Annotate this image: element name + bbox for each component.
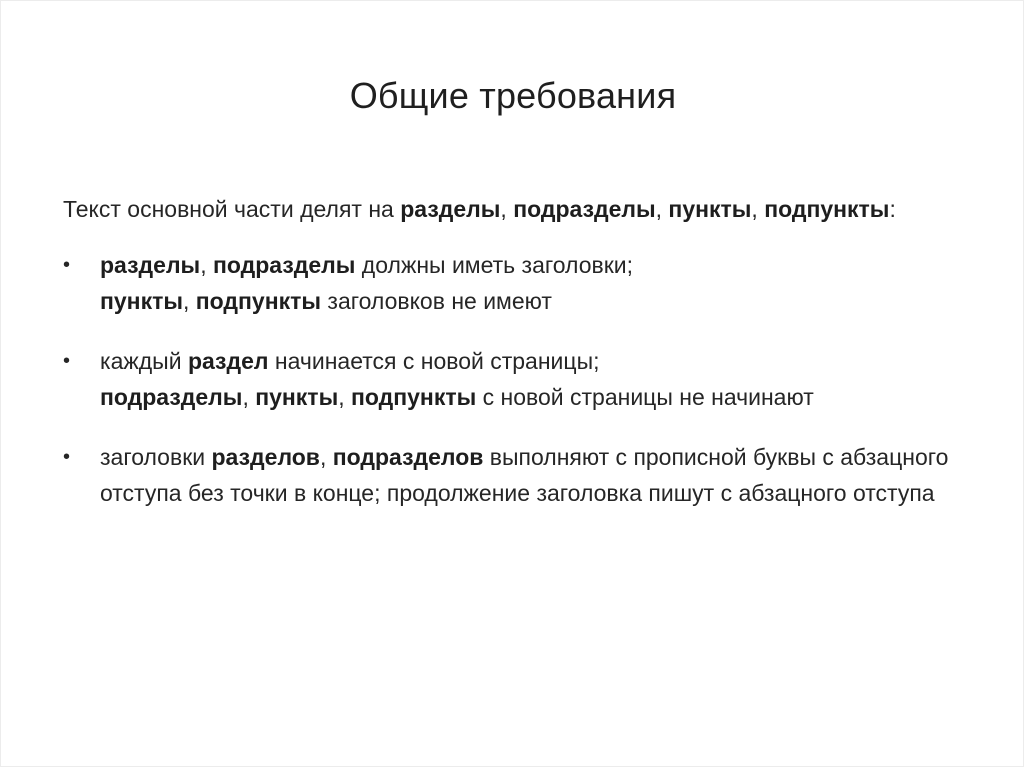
bold-text: подпункты	[195, 288, 322, 314]
intro-bold-punkty: пункты	[668, 196, 752, 222]
plain-text: каждый	[100, 348, 188, 374]
plain-text: заголовков не имеют	[321, 288, 552, 314]
intro-bold-podpunkty: подпункты	[764, 196, 890, 222]
bold-text: разделы	[100, 252, 201, 278]
bold-text: подразделов	[332, 444, 484, 470]
plain-text: ,	[338, 384, 351, 410]
plain-text: должны иметь заголовки;	[355, 252, 634, 278]
bold-text: пункты	[100, 288, 183, 314]
bold-text: подразделы	[212, 252, 356, 278]
bold-text: подразделы	[100, 384, 243, 410]
bullet-3-text	[100, 439, 970, 511]
bold-text: разделов	[211, 444, 320, 470]
intro-bold-podrazdely: подразделы	[513, 196, 656, 222]
bullet-list	[63, 247, 983, 511]
bullet-item-new-page	[63, 343, 983, 415]
plain-text: выполняют с прописной буквы с абзацного отступа без точки в конце; продолжение заголовка пишут с абзацного отступа	[100, 444, 949, 506]
intro-text-4: ,	[751, 196, 765, 222]
intro-paragraph	[63, 191, 983, 227]
bold-text: пункты	[255, 384, 339, 410]
plain-text: начинается с новой страницы;	[268, 348, 600, 374]
bullet-item-headings	[63, 247, 983, 319]
plain-text: с новой страницы не начинают	[476, 384, 814, 410]
plain-text: заголовки	[100, 444, 212, 470]
bullet-2-line-1	[100, 343, 983, 379]
intro-bold-razdely: разделы	[400, 196, 501, 222]
bold-text: подпункты	[351, 384, 477, 410]
intro-text-5: :	[889, 196, 896, 222]
bullet-1-line-1	[100, 247, 983, 283]
bullet-marker: •	[63, 254, 71, 276]
bold-text: раздел	[187, 348, 269, 374]
plain-text: ,	[319, 444, 333, 470]
slide-content	[63, 191, 983, 535]
bullet-2-line-2	[100, 379, 983, 415]
bullet-marker: •	[63, 350, 71, 372]
slide-title: Общие требования	[349, 75, 677, 116]
plain-text: ,	[200, 252, 213, 278]
intro-text-3: ,	[655, 196, 669, 222]
plain-text: ,	[183, 288, 196, 314]
bullet-item-heading-format	[63, 439, 983, 511]
plain-text: ,	[242, 384, 256, 410]
intro-text-2: ,	[500, 196, 514, 222]
bullet-marker: •	[63, 446, 71, 468]
bullet-1-line-2	[100, 283, 983, 319]
intro-text-1: Текст основной части делят на	[63, 196, 401, 222]
